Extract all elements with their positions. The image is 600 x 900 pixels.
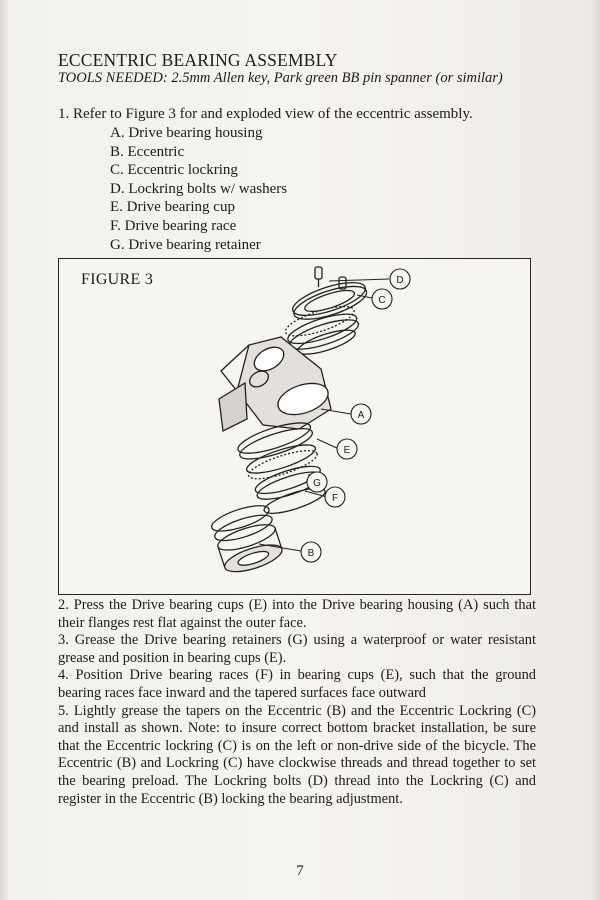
part-item-a: A. Drive bearing housing xyxy=(110,125,263,141)
part-item-c: C. Eccentric lockring xyxy=(110,162,238,179)
figure-label: FIGURE 3 xyxy=(81,271,154,288)
part-item-g: G. Drive bearing retainer xyxy=(110,236,261,253)
callout-g-label: G xyxy=(313,478,321,489)
callout-f-label: F xyxy=(331,493,339,504)
callout-c-label: C xyxy=(378,295,386,306)
step-4-text: 4. Position Drive bearing races (F) in bearing cups (E), such that the ground bearing races face inward and the tapered surfaces face outward xyxy=(58,667,536,701)
tools-needed: TOOLS NEEDED: 2.5mm Allen key, Park green BB pin spanner (or similar) xyxy=(58,70,503,86)
part-item-e: E. Drive bearing cup xyxy=(110,199,235,216)
part-item-d: D. Lockring bolts w/ washers xyxy=(110,180,288,197)
page-number: 7 xyxy=(296,863,304,879)
part-item-b: B. Eccentric xyxy=(110,143,185,160)
callout-d-label: D xyxy=(396,275,404,286)
part-item-f: F. Drive bearing race xyxy=(110,217,237,234)
section-title: ECCENTRIC BEARING ASSEMBLY xyxy=(58,50,338,70)
step-3-text: 3. Grease the Drive bearing retainers (G) using a waterproof or water resistant grease and position in bearing cups (E). xyxy=(58,632,536,666)
figure-3-box xyxy=(58,258,531,595)
assembly-steps xyxy=(58,597,536,808)
step-5-text: 5. Lightly grease the tapers on the Eccentric (B) and the Eccentric Lockring (C) and install as shown. Note: to insure correct bottom bracket installation, be sure that the Eccentric lockring (C) is on the left or non-drive side of the bicycle. The Eccentric (B) and Lockring (C) have clockwise threads and thread together to set the bearing preload. The Lockring bolts (D) thread into the Lockring (C) and register in the Eccentric (B) locking the bearing adjustment. xyxy=(58,702,536,807)
step-2-text: 2. Press the Drive bearing cups (E) into the Drive bearing housing (A) such that their flanges rest flat against the outer face. xyxy=(58,597,536,631)
step-1-text: 1. Refer to Figure 3 for and exploded view of the eccentric assembly. xyxy=(58,106,473,122)
bearing-housing-drawing xyxy=(219,337,332,431)
parts-list xyxy=(110,124,287,254)
eccentric-drawing xyxy=(209,501,285,578)
middle-bearing-rings xyxy=(235,417,333,520)
callout-b-label: B xyxy=(307,548,315,559)
callout-e-label: E xyxy=(343,445,351,456)
callout-a-label: A xyxy=(357,410,365,421)
exploded-assembly-illustration xyxy=(59,259,529,593)
